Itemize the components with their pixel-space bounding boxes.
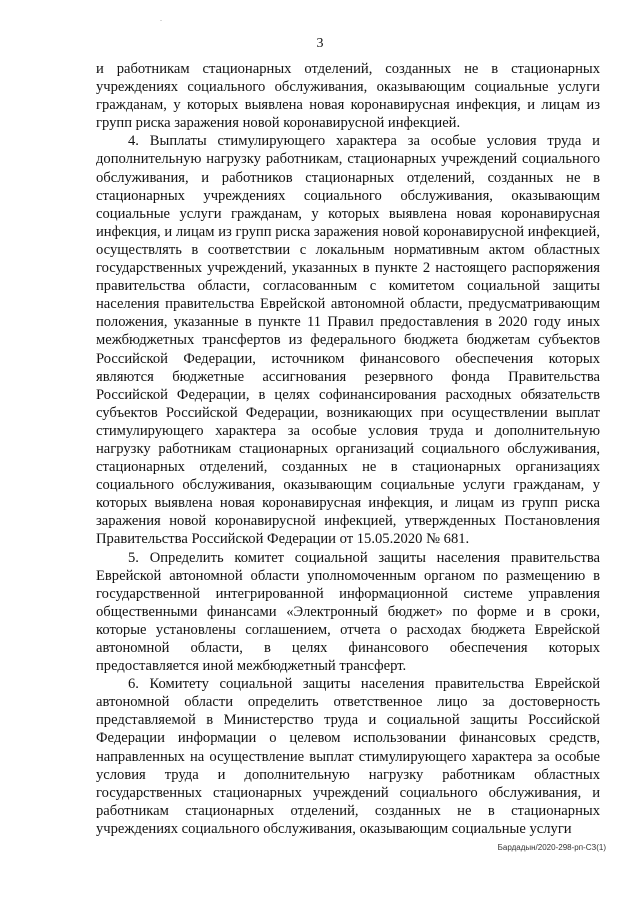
paragraph-continuation: и работникам стационарных отделений, созданных не в стационарных учреждениях социального обслуживания, оказывающим социальные услуги гражданам, у которых выявлена новая коронавирусная инфекция, и лицам из групп риска заражения новой коронавирусной инфекцией. [96,61,600,132]
scan-mark: . [160,14,162,23]
document-body [96,60,600,838]
paragraph-item-4: 4. Выплаты стимулирующего характера за особые условия труда и дополнительную нагрузку работникам, стационарных учреждений социального обслуживания, и работников стационарных отделений, созданных не в стационарных учреждениях социального обслуживания, оказывающим социальные услуги гражданам, у которых выявлена новая коронавирусная инфекция, и лицам из групп риска заражения новой коронавирусной инфекцией, осуществлять в соответствии с локальным нормативным актом областных государственных учреждений, указанных в пункте 2 настоящего распоряжения правительства области, согласованным с комитетом социальной защиты населения правительства Еврейской автономной области, предусматривающим положения, указанные в пункте 11 Правил предоставления в 2020 году иных межбюджетных трансфертов из федерального бюджета бюджетам субъектов Российской Федерации, источником финансового обеспечения которых являются бюджетные ассигнования резервного фонда Правительства Российской Федерации, в целях софинансирования расходных обязательств субъектов Российской Федерации, возникающих при осуществлении выплат стимулирующего характера за особые условия труда и дополнительную нагрузку работникам стационарных организаций социального обслуживания, стационарных отделений, созданных не в стационарных организациях социального обслуживания, оказывающим социальные услуги гражданам, у которых выявлена новая коронавирусная инфекция, и лицам из групп риска заражения новой коронавирусной инфекцией, утвержденных Постановления Правительства Российской Федерации от 15.05.2020 № 681. [96,133,600,548]
paragraph-item-5: 5. Определить комитет социальной защиты населения правительства Еврейской автономной области уполномоченным органом по размещению в государственной интегрированной информационной системе управления общественными финансами «Электронный бюджет» по форме и в сроки, которые установлены соглашением, отчета о расходах бюджета Еврейской автономной области, в целях финансового обеспечения которых предоставляется иной межбюджетный трансферт. [96,549,600,675]
paragraph-item-6: 6. Комитету социальной защиты населения правительства Еврейской автономной области определить ответственное лицо за достоверность представляемой в Министерство труда и социальной защиты Российской Федерации информации о целевом использовании финансовых средств, направленных на осуществление выплат стимулирующего характера за особые условия труда и дополнительную нагрузку работникам областных государственных стационарных учреждений социального обслуживания, и работникам стационарных отделений, созданных не в стационарных учреждениях социального обслуживания, оказывающим социальные услуги [96,676,600,837]
page-number: 3 [316,36,324,51]
document-code: Бардадын/2020-298-рп-СЗ(1) [497,843,606,852]
